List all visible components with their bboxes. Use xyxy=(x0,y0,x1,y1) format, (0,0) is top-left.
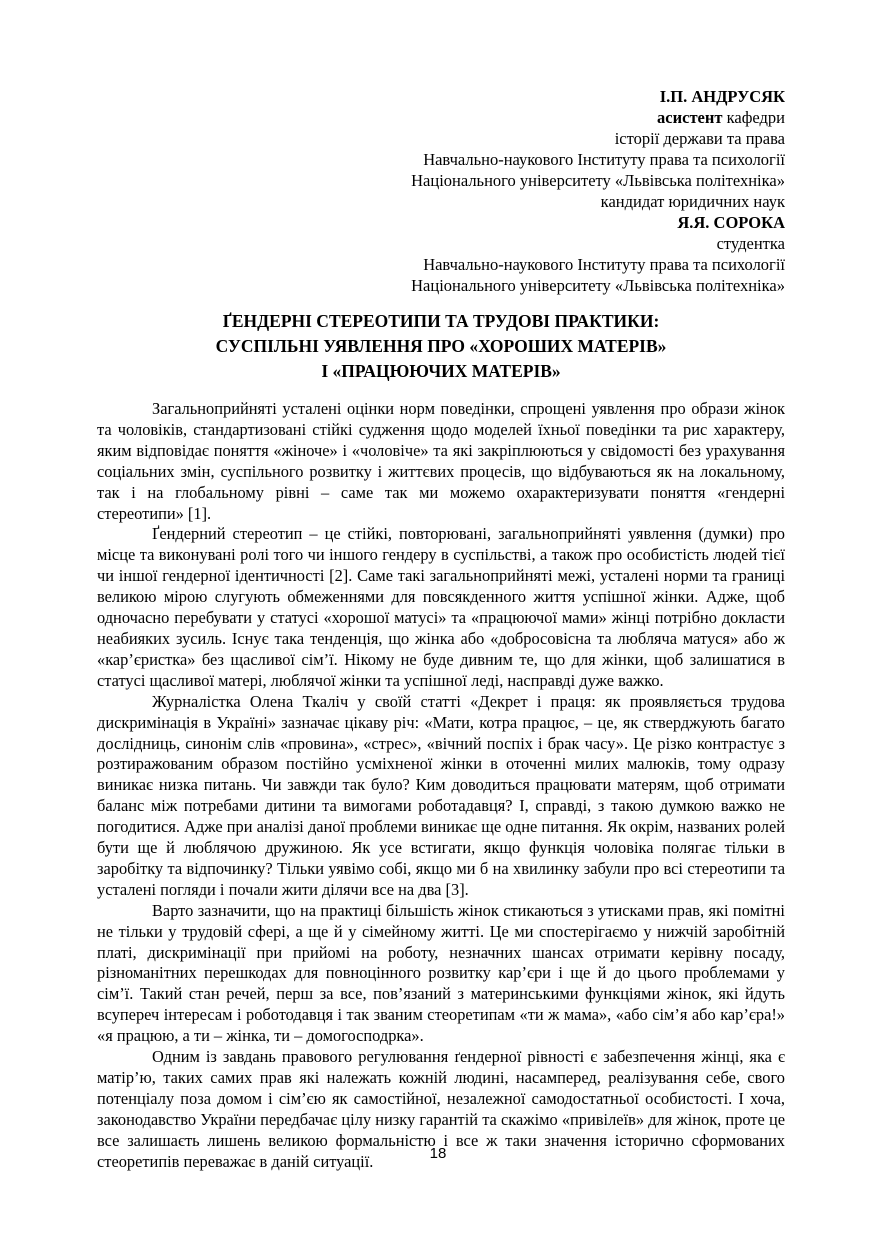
body-paragraph-5: Одним із завдань правового регулювання ґендерної рівності є забезпечення жінці, яка є матір’ю, таких самих прав які належать кожній людині, насамперед, реалізування себе, свого потенціалу поза домом і сім’єю як самостійної, незалежної самодостатньої особистості. І хоча, законодавство України передбачає цілу низку гарантій та скажімо «привілеїв» для жінок, проте це все залишаєть лишень великою формальністю і все ж таки значення історично сформованих стеоретипів переважає в даній ситуації. xyxy=(97,1047,785,1171)
author-position-2: студентка xyxy=(716,234,785,253)
author-name xyxy=(97,86,785,107)
page-number: 18 xyxy=(429,1145,447,1162)
author-position-bold: асистент xyxy=(657,108,723,127)
author-position xyxy=(97,107,785,128)
body-paragraph-4: Варто зазначити, що на практиці більшість жінок стикаються з утисками прав, які помітні не тільки у трудовій сфері, а ще й у сімейному житті. Це ми спостерігаємо у нижчій заробітній платі, дискримінації при прийомі на роботу, незначних шансах отримати керівну посаду, різноманітних перешкодах для повноцінного розвитку кар’єри і ще й до цього проблемами у сім’ї. Такий стан речей, перш за все, пов’язаний з материнськими функціями жінок, які йдуть всупереч інтересам і роботодавця і так званим стеоретипам «ти ж мама», «або сім’я або кар’єра!» «я працюю, а ти – жінка, ти – домогосподрка». xyxy=(97,900,785,1046)
author-name-bold: І.П. АНДРУСЯК xyxy=(659,87,785,106)
author-institute: Навчально-наукового Інституту права та психології xyxy=(423,150,785,169)
authors-block xyxy=(97,0,785,296)
article-title-line-1: ҐЕНДЕРНІ СТЕРЕОТИПИ ТА ТРУДОВІ ПРАКТИКИ: xyxy=(222,311,660,331)
author-department: історії держави та права xyxy=(614,129,785,148)
page-content xyxy=(97,0,785,1173)
article-title-line-2: СУСПІЛЬНІ УЯВЛЕННЯ ПРО «ХОРОШИХ МАТЕРІВ» xyxy=(215,336,667,356)
body-paragraph-1: Загальноприйняті усталені оцінки норм поведінки, спрощені уявлення про образи жінок та чоловіків, стандартизовані стійкі судження щодо моделей їхньої поведінки та рис характеру, яким відповідає поняття «жіноче» і «чоловіче» та які закріплюються у свідомості без урахування соціальних змін, суспільного розвитку і життєвих процесів, що відбуваються як на локальному, так і на глобальному рівні – саме так ми можемо охарактеризувати поняття «гендерні стереотипи» [1]. xyxy=(97,399,785,523)
article-body xyxy=(97,399,785,1173)
author-university: Національного університету «Львівська політехніка» xyxy=(411,171,785,190)
body-paragraph-3: Журналістка Олена Ткаліч у своїй статті «Декрет і праця: як проявляється трудова дискримінація в Україні» зазначає цікаву річ: «Мати, котра працює, – це, як стверджують багато дослідниць, синонім слів «провина», «стрес», «вічний поспіх і брак часу». Це різко контрастує з розтиражованим образом постійно усміхненої жінки в оточенні милих малюків, тому одразу виникає низка питань. Чи завжди так було? Ким доводиться працювати матерям, щоб отримати баланс між потребами дитини та вимогами роботадавця? І, справді, з такою думкою важко не погодитися. Адже при аналізі даної проблеми виникає ще одне питання. Як окрім, названих ролей бути ще й люблячою дружиною. Як усе встигати, якщо функція чоловіка полягає тільки в заробітку та відпочинку? Тільки уявімо собі, якщо ми б на хвилинку забули про всі стереотипи та усталені погляди і почали жити ділячи все на два [3]. xyxy=(97,691,785,899)
author-institute-2: Навчально-наукового Інституту права та психології xyxy=(423,255,785,274)
author-degree: кандидат юридичних наук xyxy=(600,192,785,211)
article-title xyxy=(97,309,785,384)
author-position-rest: кафедри xyxy=(722,108,785,127)
body-paragraph-2: Ґендерний стереотип – це стійкі, повторювані, загальноприйняті уявлення (думки) про місце та виконувані ролі того чи іншого гендеру в суспільстві, а також про особистість людей тієї чи іншої гендерної ідентичності [2]. Саме такі загальноприйняті межі, усталені норми та границі великою мірою слугують обмеженнями для повсякденного життя успішної жінки. Адже, щоб одночасно перебувати у статусі «хорошої матусі» та «працюючої мами» жінці потрібно докласти неабияких зусиль. Існує така тенденція, що жінка або «добросовісна та любляча матуся» або ж «кар’єристка» без щасливої сім’ї. Нікому не буде дивним те, що для жінки, щоб залишатися в статусі щасливої матері, люблячої жінки та успішної леді, насправді дуже важко. xyxy=(97,524,785,690)
author-university-2: Національного університету «Львівська політехніка» xyxy=(411,276,785,295)
author-name-2: Я.Я. СОРОКА xyxy=(677,213,785,232)
article-title-line-3: І «ПРАЦЮЮЧИХ МАТЕРІВ» xyxy=(321,361,561,381)
